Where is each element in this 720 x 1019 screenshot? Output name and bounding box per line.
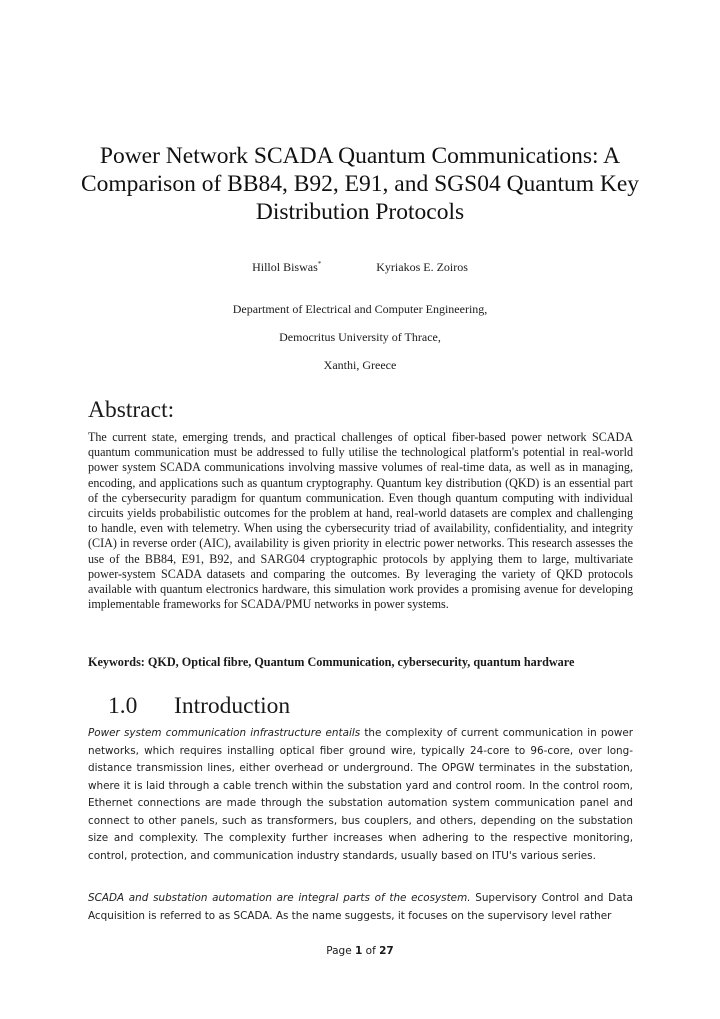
page-separator: of [362,945,380,957]
paragraph-lead: SCADA and substation automation are integral parts of the ecosystem. [88,892,471,904]
intro-paragraph-1 [88,725,633,865]
corresponding-author-mark: * [317,260,322,268]
affiliation-department: Department of Electrical and Computer Engineering, [232,302,488,316]
affiliation [0,302,720,386]
keywords-label: Keywords: [88,655,145,669]
paper-title: Power Network SCADA Quantum Communications: A Comparison of BB84, B92, E91, and SGS04 Quantum Key Distribution Protocols [80,143,640,225]
affiliation-university: Democritus University of Thrace, [279,330,441,344]
page-footer [0,944,720,958]
total-page-count: 27 [379,945,394,957]
section-title: Introduction [174,693,291,719]
author-list [0,257,720,274]
keywords-list: QKD, Optical fibre, Quantum Communication, cybersecurity, quantum hardware [147,655,575,669]
section-heading [108,692,290,720]
author-1 [252,257,321,274]
paragraph-lead: Power system communication infrastructure entails [88,727,361,739]
author-2 [376,260,468,274]
keywords [88,655,648,670]
affiliation-location: Xanthi, Greece [323,358,397,372]
abstract-text: The current state, emerging trends, and practical challenges of optical fiber-based power network SCADA quantum communication must be addressed to fully utilise the technological platform's potential in real-world power system SCADA communications involving massive volumes of real-time data, as well as in managing, encoding, and applications such as quantum cryptography. Quantum key distribution (QKD) is an essential part of the cybersecurity paradigm for quantum communication. Even though quantum computing with individual circuits yields probabilistic outcomes for the problem at hand, real-world datasets are complex and challenging to handle, even with telemetry. When using the cybersecurity triad of availability, confidentiality, and integrity (CIA) in reverse order (AIC), availability is given priority in electric power networks. This research assesses the use of the BB84, E91, B92, and SARG04 cryptographic protocols by applying them to large, multivariate power-system SCADA datasets and comparing the outcomes. By leveraging the variety of QKD protocols available with quantum electronics hardware, this simulation work provides a promising avenue for developing implementable frameworks for SCADA/PMU networks in power systems. [88,430,633,612]
intro-paragraph-2 [88,890,633,925]
abstract-heading: Abstract: [88,397,175,423]
author-name: Hillol Biswas [252,260,318,274]
paragraph-text: Supervisory Control and Data Acquisition is referred to as SCADA. As the name suggests, it focuses on the supervisory level rather [88,892,633,922]
section-number: 1.0 [108,693,138,719]
page-prefix: Page [326,945,356,957]
current-page-number: 1 [355,945,363,957]
author-name: Kyriakos E. Zoiros [376,260,468,274]
paragraph-text: the complexity of current communication in power networks, which requires installing optical fiber ground wire, typically 24-core to 96-core, over long-distance transmission lines, either overhead or underground. The OPGW terminates in the substation, where it is laid through a cable trench within the substation yard and control room. In the control room, Ethernet connections are made through the substation automation system communication panel and connect to other panels, such as transformers, bus couplers, and others, depending on the substation size and complexity. The complexity further increases when adhering to the respective monitoring, control, protection, and communication industry standards, usually based on ITU's various series. [88,727,633,862]
